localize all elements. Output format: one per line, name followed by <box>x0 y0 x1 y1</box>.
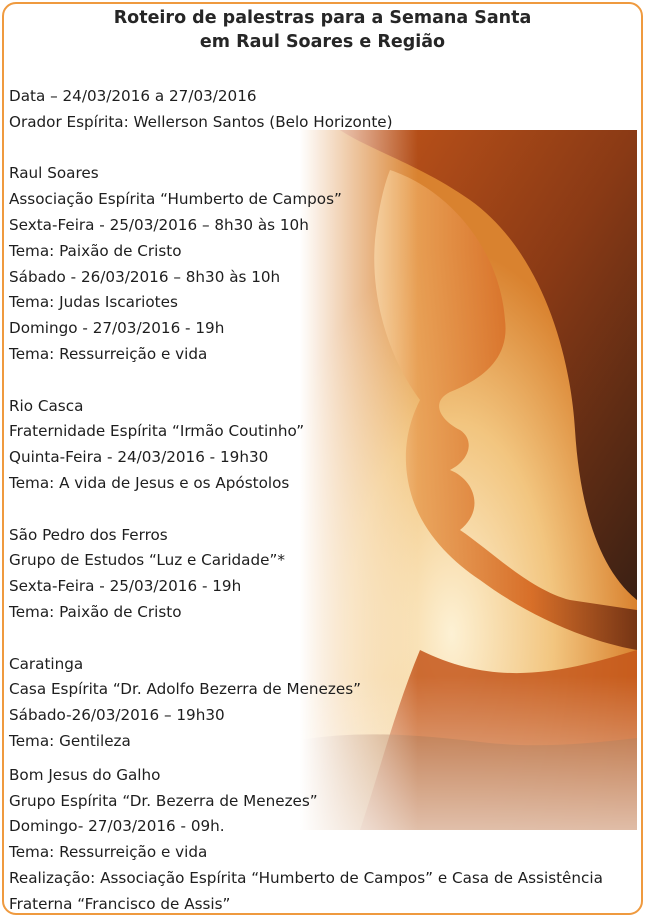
venue: Associação Espírita “Humberto de Campos” <box>9 190 342 209</box>
schedule-content <box>9 84 639 917</box>
session-time: Sexta-Feira - 25/03/2016 – 8h30 às 10h <box>9 215 309 234</box>
session-theme: Tema: Ressurreição e vida <box>9 843 208 862</box>
city-bom-jesus-do-galho: Bom Jesus do Galho <box>9 765 161 784</box>
organizer-line-2: Fraterna “Francisco de Assis” <box>9 894 231 913</box>
title-line-2: em Raul Soares e Região <box>199 32 446 52</box>
organizer-line-1: Realização: Associação Espírita “Humberto de Campos” e Casa de Assistência <box>9 868 603 887</box>
venue: Fraternidade Espírita “Irmão Coutinho” <box>9 422 305 441</box>
session-theme: Tema: A vida de Jesus e os Apóstolos <box>9 473 290 492</box>
page-title <box>0 6 645 54</box>
session-time: Quinta-Feira - 24/03/2016 - 19h30 <box>9 448 269 467</box>
session-time: Sexta-Feira - 25/03/2016 - 19h <box>9 577 242 596</box>
venue: Grupo Espírita “Dr. Bezerra de Menezes” <box>9 791 318 810</box>
session-time: Sábado - 26/03/2016 – 8h30 às 10h <box>9 267 281 286</box>
venue: Casa Espírita “Dr. Adolfo Bezerra de Menezes” <box>9 680 361 699</box>
session-theme: Tema: Paixão de Cristo <box>9 602 182 621</box>
venue: Grupo de Estudos “Luz e Caridade”* <box>9 551 285 570</box>
date-range: Data – 24/03/2016 a 27/03/2016 <box>9 87 257 105</box>
session-time: Domingo - 27/03/2016 - 19h <box>9 319 225 338</box>
session-theme: Tema: Judas Iscariotes <box>9 293 178 312</box>
city-raul-soares: Raul Soares <box>9 164 99 183</box>
speaker: Orador Espírita: Wellerson Santos (Belo Horizonte) <box>9 112 393 131</box>
city-caratinga: Caratinga <box>9 654 84 673</box>
session-theme: Tema: Paixão de Cristo <box>9 241 182 260</box>
title-line-1: Roteiro de palestras para a Semana Santa <box>113 8 532 28</box>
session-theme: Tema: Ressurreição e vida <box>9 344 208 363</box>
city-rio-casca: Rio Casca <box>9 396 84 415</box>
session-time: Sábado-26/03/2016 – 19h30 <box>9 706 225 725</box>
city-sao-pedro-dos-ferros: São Pedro dos Ferros <box>9 525 168 544</box>
session-time: Domingo- 27/03/2016 - 09h. <box>9 817 225 836</box>
session-theme: Tema: Gentileza <box>9 731 131 750</box>
